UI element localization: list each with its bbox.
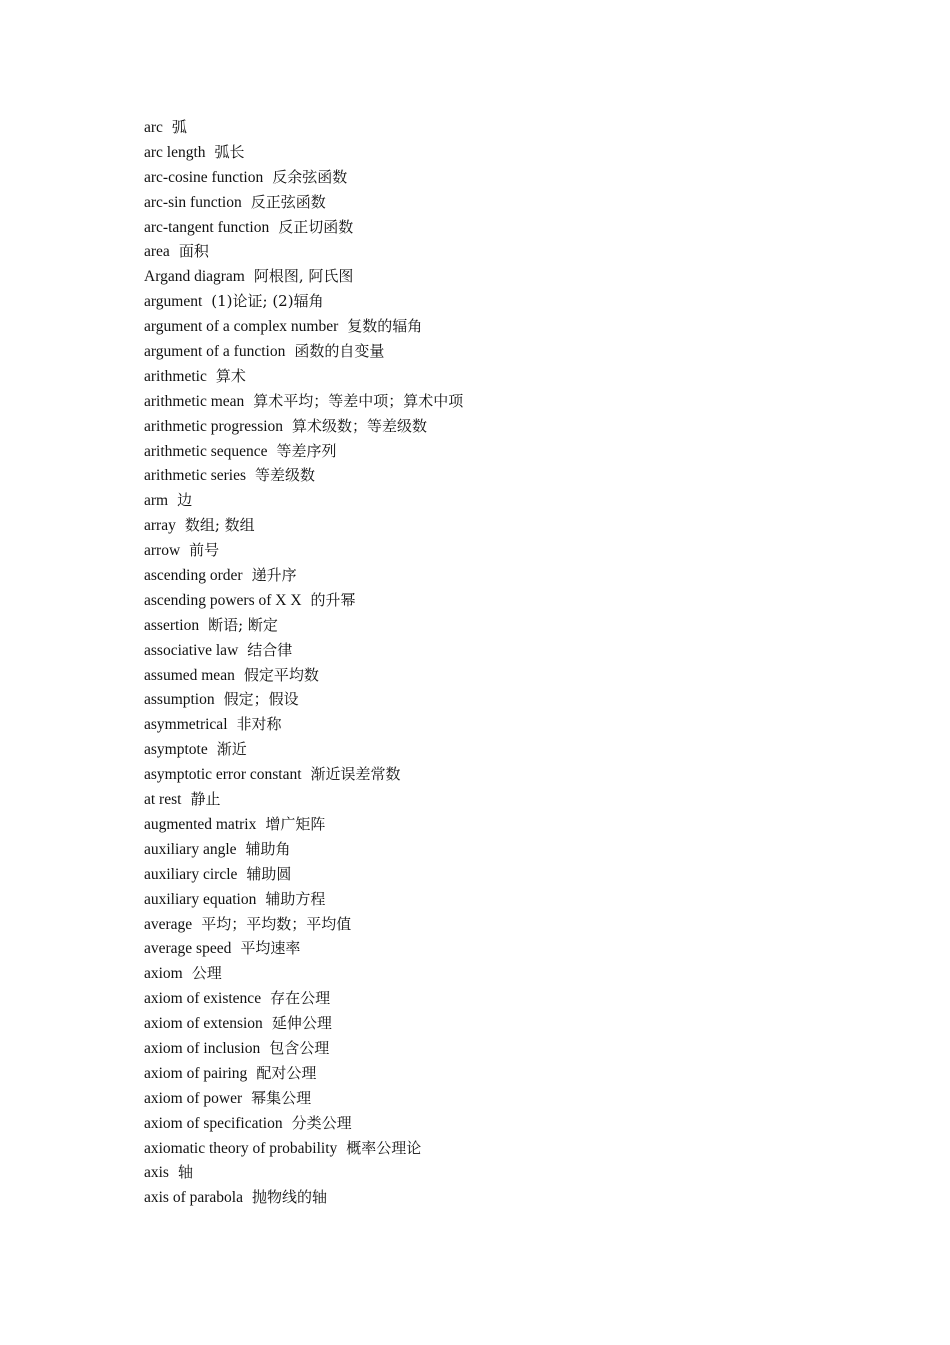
entry-translation: 反正弦函数: [250, 192, 326, 211]
entry-term: at rest: [144, 791, 182, 809]
glossary-entry: [144, 936, 904, 961]
glossary-entry: [144, 663, 904, 688]
entry-term: array: [144, 517, 176, 535]
entry-translation: 算术级数；等差级数: [292, 416, 428, 435]
glossary-entry: [144, 1061, 904, 1086]
entry-translation: 弧: [171, 118, 187, 136]
entry-term: average: [144, 915, 193, 933]
glossary-entry: [144, 1036, 904, 1061]
entry-translation: 递升序: [251, 566, 297, 585]
glossary-entry: [144, 1086, 904, 1111]
entry-term: arc-cosine function: [144, 168, 264, 186]
entry-translation: 等差级数: [255, 466, 316, 485]
glossary-entry: [144, 314, 904, 339]
entry-translation: 非对称: [236, 715, 282, 734]
glossary-entry: [144, 563, 904, 588]
glossary-entry: [144, 488, 904, 513]
glossary-entry: [144, 862, 904, 887]
entry-term: associative law: [144, 641, 239, 659]
entry-term: axiomatic theory of probability: [144, 1139, 338, 1157]
entry-translation: 增广矩阵: [265, 814, 326, 833]
entry-translation: 分类公理: [291, 1113, 352, 1132]
entry-translation: 反余弦函数: [272, 167, 348, 186]
entry-term: argument of a function: [144, 343, 286, 361]
glossary-entry: [144, 961, 904, 986]
entry-term: asymptote: [144, 741, 208, 759]
entry-term: arithmetic: [144, 367, 207, 385]
entry-term: axiom of pairing: [144, 1064, 248, 1082]
entry-translation: 反正切函数: [278, 217, 354, 236]
entry-term: arc: [144, 119, 163, 136]
glossary-entry: [144, 613, 904, 638]
entry-term: arc length: [144, 143, 206, 161]
entry-translation: 数组; 数组: [184, 516, 255, 535]
entry-translation: 函数的自变量: [294, 342, 385, 361]
entry-translation: 边: [177, 491, 193, 510]
glossary-entry: [144, 538, 904, 563]
glossary-entry: [144, 912, 904, 937]
entry-term: average speed: [144, 940, 232, 958]
glossary-entry: [144, 463, 904, 488]
glossary-entry: [144, 1160, 904, 1185]
entry-term: axis: [144, 1164, 169, 1182]
entry-translation: 面积: [178, 242, 209, 261]
entry-term: assumption: [144, 691, 215, 709]
entry-term: auxiliary angle: [144, 840, 237, 858]
glossary-entry: [144, 414, 904, 439]
entry-term: axiom: [144, 965, 183, 983]
entry-term: axiom of extension: [144, 1015, 263, 1033]
entry-term: asymmetrical: [144, 716, 228, 734]
entry-term: axiom of inclusion: [144, 1039, 261, 1057]
entry-translation: 算术平均；等差中项；算术中项: [253, 391, 464, 410]
glossary-entry: [144, 837, 904, 862]
entry-term: asymptotic error constant: [144, 766, 302, 784]
entry-term: arithmetic mean: [144, 392, 245, 410]
glossary-entry: [144, 1111, 904, 1136]
glossary-entry: [144, 389, 904, 414]
glossary-entry: [144, 638, 904, 663]
entry-translation: 平均速率: [240, 939, 301, 958]
entry-translation: 前号: [189, 541, 220, 560]
entry-translation: 辅助角: [245, 839, 291, 858]
entry-term: assumed mean: [144, 666, 235, 684]
glossary-entry: [144, 289, 904, 314]
entry-translation: 概率公理论: [346, 1138, 422, 1157]
glossary-entry: [144, 737, 904, 762]
entry-term: Argand diagram: [144, 268, 245, 286]
glossary-entry: [144, 687, 904, 712]
glossary-entry: [144, 364, 904, 389]
entry-term: axiom of specification: [144, 1114, 283, 1132]
entry-term: arm: [144, 492, 169, 510]
entry-translation: 复数的辐角: [347, 317, 423, 336]
entry-translation: 断语; 断定: [208, 615, 278, 634]
glossary-entry: [144, 339, 904, 364]
entry-term: argument of a complex number: [144, 318, 339, 336]
glossary-entry: [144, 439, 904, 464]
glossary-entry: [144, 140, 904, 165]
glossary-entry: [144, 812, 904, 837]
entry-translation: 存在公理: [270, 989, 331, 1008]
entry-term: arc-sin function: [144, 193, 242, 211]
entry-translation: 等差序列: [276, 441, 337, 460]
entry-translation: 公理: [191, 964, 222, 983]
entry-term: arithmetic progression: [144, 417, 284, 435]
entry-term: argument: [144, 293, 203, 311]
entry-term: axiom of existence: [144, 990, 262, 1008]
entry-translation: 平均；平均数；平均值: [201, 914, 352, 933]
entry-translation: 包含公理: [269, 1038, 330, 1057]
entry-term: area: [144, 243, 170, 261]
entry-translation: (1)论证; (2)辐角: [211, 292, 324, 311]
entry-term: arrow: [144, 542, 181, 560]
entry-term: assertion: [144, 616, 200, 634]
entry-translation: 弧长: [214, 142, 245, 161]
entry-translation: 结合律: [247, 640, 293, 659]
entry-translation: 阿根图, 阿氏图: [253, 267, 354, 286]
entry-term: auxiliary circle: [144, 865, 238, 883]
entry-translation: 渐近: [216, 740, 247, 759]
entry-term: ascending order: [144, 567, 243, 585]
entry-term: arc-tangent function: [144, 218, 270, 236]
glossary-entry: [144, 887, 904, 912]
entry-translation: 的升幂: [310, 590, 356, 609]
glossary-entry: [144, 264, 904, 289]
glossary-entry: [144, 986, 904, 1011]
glossary-entry: [144, 165, 904, 190]
glossary-entry: [144, 762, 904, 787]
glossary-entry-list: [144, 115, 904, 1210]
entry-term: augmented matrix: [144, 815, 257, 833]
glossary-entry: [144, 588, 904, 613]
entry-term: ascending powers of X X: [144, 591, 302, 609]
entry-translation: 延伸公理: [271, 1014, 332, 1033]
entry-translation: 轴: [177, 1163, 193, 1182]
entry-translation: 幂集公理: [251, 1088, 312, 1107]
glossary-entry: [144, 239, 904, 264]
glossary-entry: [144, 1136, 904, 1161]
glossary-entry: [144, 1011, 904, 1036]
entry-translation: 抛物线的轴: [252, 1188, 328, 1207]
glossary-entry: [144, 215, 904, 240]
entry-term: axis of parabola: [144, 1189, 243, 1207]
entry-translation: 假定平均数: [243, 665, 319, 684]
entry-translation: 辅助圆: [246, 864, 292, 883]
glossary-entry: [144, 712, 904, 737]
entry-translation: 配对公理: [256, 1063, 317, 1082]
entry-term: arithmetic series: [144, 467, 246, 485]
entry-term: axiom of power: [144, 1089, 243, 1107]
entry-translation: 算术: [215, 366, 246, 385]
entry-translation: 假定；假设: [223, 690, 299, 709]
glossary-entry: [144, 115, 904, 140]
entry-term: arithmetic sequence: [144, 442, 268, 460]
entry-term: auxiliary equation: [144, 890, 257, 908]
glossary-entry: [144, 190, 904, 215]
glossary-entry: [144, 787, 904, 812]
entry-translation: 渐近误差常数: [310, 765, 401, 784]
entry-translation: 辅助方程: [265, 889, 326, 908]
glossary-entry: [144, 1185, 904, 1210]
glossary-entry: [144, 513, 904, 538]
entry-translation: 静止: [190, 790, 221, 809]
